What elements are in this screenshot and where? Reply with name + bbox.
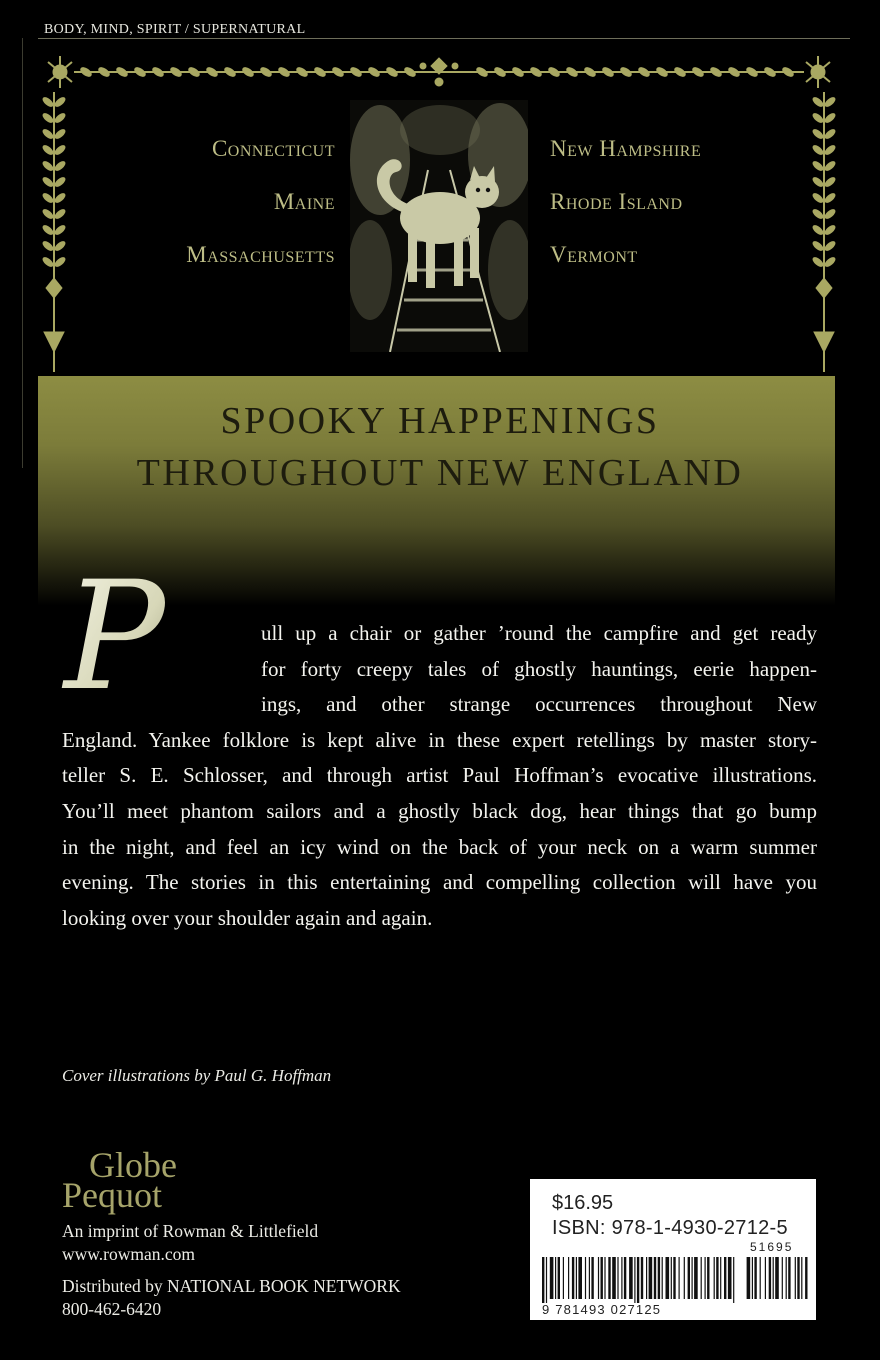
body-line-2: for forty creepy tales of ghostly hauntings, eerie happen- [261,656,817,681]
leaf-ornament [223,66,237,78]
leaf-ornament [673,66,687,78]
leaf-ornament [565,66,579,78]
body-line-8: evening. The stories in this entertaining and compelling collection will have you [62,870,817,895]
leaf-ornament [42,128,55,140]
barcode-bar [752,1257,753,1299]
barcode-bar [765,1257,766,1299]
barcode-bar [591,1257,593,1299]
leaf-ornament [313,66,327,78]
leaf-ornament [824,256,837,268]
leaf-ornament [54,128,67,140]
state-vermont: Vermont [550,242,638,267]
distributor-text: Distributed by NATIONAL BOOK NETWORK [62,1276,401,1296]
barcode-bar [546,1257,547,1303]
leaf-ornament [54,208,67,220]
leaf-ornament [385,66,399,78]
leaf-ornament [727,66,741,78]
body-line-9: looking over your shoulder again and again. [62,905,433,930]
barcode-bar [720,1257,721,1299]
barcode-bar [589,1257,590,1299]
leaf-ornament [42,256,55,268]
leaf-ornament [42,176,55,188]
leaf-ornament [42,224,55,236]
leaf-ornament [691,66,705,78]
logo-pequot: Pequot [62,1175,163,1215]
barcode-bar [666,1257,670,1299]
barcode-bar [716,1257,718,1299]
leaf-ornament [295,66,309,78]
leaf-ornament [42,160,55,172]
leaf-ornament [169,66,183,78]
leaf-ornament [367,66,381,78]
leaf-ornament [42,240,55,252]
barcode-bar [714,1257,715,1299]
leaf-ornament [511,66,525,78]
barcode-bar [671,1257,672,1299]
barcode-bar [747,1257,751,1299]
barcode-bar [558,1257,560,1299]
state-maine: Maine [273,189,335,214]
barcode-addon: 51695 [750,1240,794,1254]
isbn: ISBN: 978-1-4930-2712-5 [552,1217,788,1239]
distributor-phone: 800-462-6420 [62,1299,162,1319]
leaf-ornament [205,66,219,78]
barcode-bar [624,1257,626,1299]
barcode-bar [563,1257,564,1299]
leaf-ornament [42,112,55,124]
barcode-bar [788,1257,790,1299]
leaf-ornament [115,66,129,78]
barcode-bar [568,1257,569,1299]
barcode-bar [801,1257,802,1299]
publisher-website: www.rowman.com [62,1244,196,1264]
leaf-ornament [54,176,67,188]
leaf-ornament [824,112,837,124]
leaf-ornament [547,66,561,78]
leaf-ornament [349,66,363,78]
barcode-bar [705,1257,706,1299]
barcode-bar [688,1257,690,1299]
barcode-bar [621,1257,622,1299]
leaf-ornament [824,224,837,236]
leaf-ornament [824,96,837,108]
leaf-ornament [824,128,837,140]
leaf-ornament [812,176,825,188]
barcode-bar [617,1257,618,1299]
headline [0,395,880,499]
barcode-graphic [538,1239,808,1317]
price: $16.95 [552,1192,614,1214]
leaf-ornament [259,66,273,78]
leaf-ornament [709,66,723,78]
leaf-ornament [812,112,825,124]
barcode-bar [572,1257,574,1299]
leaf-ornament [824,192,837,204]
leaf-ornament [824,240,837,252]
barcode-bar [773,1257,774,1299]
dropcap-letter: P [64,560,165,710]
leaf-ornament [187,66,201,78]
leaf-ornament [133,66,147,78]
barcode-bar [797,1257,799,1299]
leaf-ornament [42,144,55,156]
cat-on-tracks-illustration [350,100,528,352]
leaf-ornament [277,66,291,78]
headline-line-1: SPOOKY HAPPENINGS [220,400,660,442]
leaf-ornament [824,208,837,220]
leaf-ornament [54,224,67,236]
body-line-6: You’ll meet phantom sailors and a ghostly black dog, hear things that go bump [62,798,817,823]
leaf-ornament [42,96,55,108]
barcode-bar [775,1257,779,1299]
barcode-bar [786,1257,787,1299]
leaf-ornament [54,112,67,124]
barcode-bar [612,1257,616,1299]
leaf-ornament [812,128,825,140]
state-connecticut: Connecticut [211,136,335,161]
leaf-ornament [403,66,417,78]
barcode-bar [576,1257,577,1299]
leaf-ornament [637,66,651,78]
barcode-bar [662,1257,663,1299]
barcode-bar [585,1257,586,1299]
leaf-ornament [812,96,825,108]
leaf-ornament [54,256,67,268]
leaf-ornament [655,66,669,78]
leaf-ornament [54,160,67,172]
description-text [62,616,817,936]
barcode-bar [805,1257,807,1299]
leaf-ornament [601,66,615,78]
barcode-bar [733,1257,734,1303]
leaf-ornament [824,144,837,156]
body-line-7: in the night, and feel an icy wind on the back of your neck on a warm summer [62,834,817,859]
barcode-bar [795,1257,796,1299]
top-rule [38,38,850,39]
body-line-1: ull up a chair or gather ’round the campfire and get ready [261,621,817,645]
leaf-ornament [781,66,795,78]
leaf-ornament [812,256,825,268]
state-rhode-island: Rhode Island [550,189,683,214]
leaf-ornament [54,240,67,252]
barcode-bar [641,1257,643,1299]
barcode-bar [724,1257,726,1299]
leaf-ornament [42,208,55,220]
barcode-bar [694,1257,698,1299]
leaf-ornament [151,66,165,78]
barcode-bar [760,1257,761,1299]
leaf-ornament [97,66,111,78]
imprint-text: An imprint of Rowman & Littlefield [62,1221,319,1241]
leaf-ornament [475,66,489,78]
body-line-3: ings, and other strange occurrences throughout New [261,692,817,717]
leaf-ornament [812,208,825,220]
leaf-ornament [824,176,837,188]
leaf-ornament [79,66,93,78]
leaf-ornament [529,66,543,78]
leaf-ornament [812,192,825,204]
headline-line-2: THROUGHOUT NEW ENGLAND [136,452,744,494]
barcode-bar [542,1257,544,1303]
barcode-bar [707,1257,709,1299]
barcode-digits: 9 781493 027125 [542,1302,662,1317]
publisher-logo [62,1145,177,1215]
leaf-ornament [42,192,55,204]
leaf-ornament [812,144,825,156]
body-line-5: teller S. E. Schlosser, and through artist Paul Hoffman’s evocative illustrations. [62,763,817,788]
barcode-bar [692,1257,693,1299]
barcode-bar [728,1257,732,1299]
barcode-bar [608,1257,610,1299]
barcode-bar [679,1257,680,1299]
leaf-ornament [619,66,633,78]
barcode-bar [769,1257,771,1299]
barcode-bar [555,1257,556,1299]
barcode-bar [604,1257,605,1299]
barcode-bar [701,1257,702,1299]
barcode-box [530,1179,816,1320]
leaf-ornament [331,66,345,78]
leaf-ornament [54,96,67,108]
leaf-ornament [241,66,255,78]
leaf-ornament [812,160,825,172]
barcode-bar [782,1257,783,1299]
body-line-4: England. Yankee folklore is kept alive in these expert retellings by master story- [62,727,817,752]
barcode-bar [637,1257,639,1303]
barcode-bar [658,1257,660,1299]
barcode-bar [673,1257,675,1299]
barcode-bar [598,1257,599,1299]
leaf-ornament [824,160,837,172]
state-massachusetts: Massachusetts [186,242,335,267]
barcode-bar [578,1257,582,1299]
leaf-ornament [763,66,777,78]
leaf-ornament [54,144,67,156]
logo-globe: Globe [89,1145,177,1185]
illustration-credit: Cover illustrations by Paul G. Hoffman [62,1066,332,1085]
barcode-bar [649,1257,653,1299]
leaf-ornament [812,240,825,252]
leaf-ornament [745,66,759,78]
barcode-bar [634,1257,635,1303]
barcode-bar [754,1257,756,1299]
barcode-bar [654,1257,656,1299]
barcode-bar [629,1257,633,1299]
leaf-ornament [812,224,825,236]
barcode-bar [550,1257,554,1299]
leaf-ornament [583,66,597,78]
leaf-ornament [54,192,67,204]
barcode-bar [684,1257,685,1299]
state-new-hampshire: New Hampshire [550,136,702,161]
leaf-ornament [493,66,507,78]
barcode-bar [646,1257,647,1299]
category-label: BODY, MIND, SPIRIT / SUPERNATURAL [44,22,306,37]
barcode-bar [601,1257,603,1299]
